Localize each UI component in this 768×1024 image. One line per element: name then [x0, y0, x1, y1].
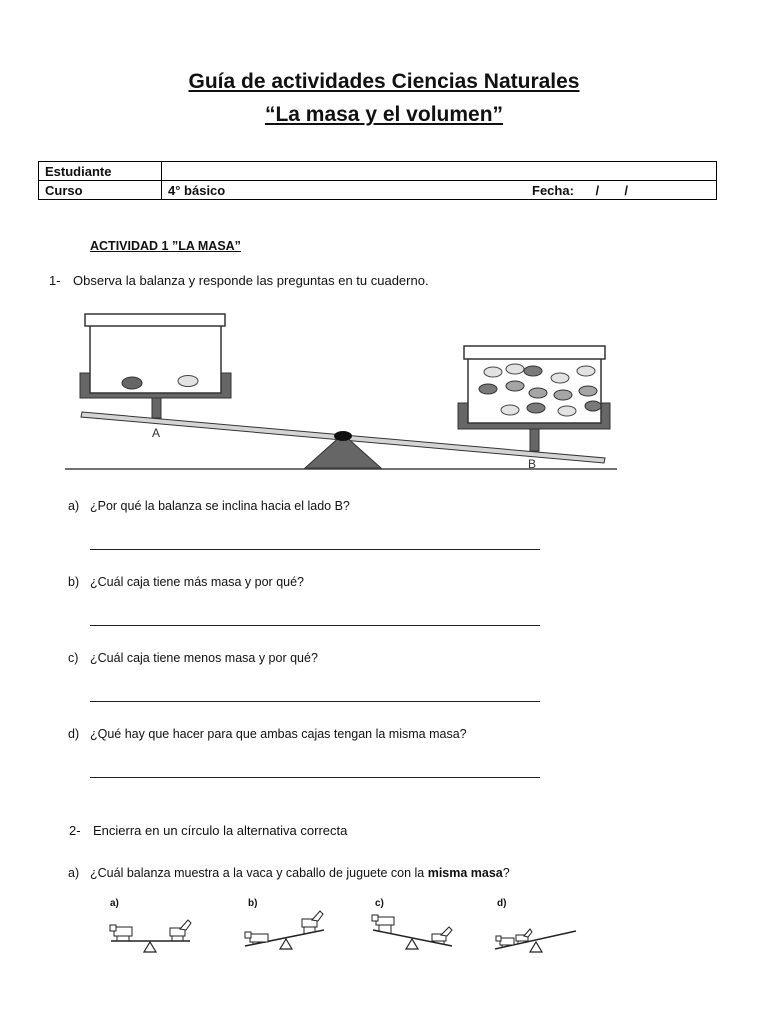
- date-label: Fecha:: [532, 183, 574, 198]
- balance-label-a: A: [152, 426, 161, 440]
- question-2a-text-bold: misma masa: [427, 866, 503, 880]
- date-separators: / /: [595, 183, 629, 198]
- option-b-label[interactable]: b): [248, 898, 258, 909]
- question-2a-text-before: ¿Cuál balanza muestra a la vaca y caballo de juguete con la: [90, 866, 428, 880]
- option-c-label[interactable]: c): [375, 898, 384, 909]
- sub-question-c-letter: c): [68, 651, 79, 665]
- student-row: [39, 162, 717, 181]
- student-label: Estudiante: [39, 162, 162, 181]
- question-2a-text: [90, 866, 510, 880]
- sub-question-b-text: ¿Cuál caja tiene más masa y por qué?: [90, 575, 304, 589]
- course-value: 4° básico: [162, 181, 717, 200]
- activity-1-heading: ACTIVIDAD 1 ”LA MASA”: [90, 239, 241, 253]
- option-d-label[interactable]: d): [497, 898, 507, 909]
- sub-question-b-letter: b): [68, 575, 80, 589]
- sub-question-a-letter: a): [68, 499, 80, 513]
- balance-label-b: B: [528, 457, 537, 471]
- title-line-2: “La masa y el volumen”: [264, 103, 504, 126]
- horse-icon: [170, 920, 191, 941]
- date-field: [532, 183, 628, 198]
- answer-line-c[interactable]: [90, 701, 540, 702]
- student-value-field[interactable]: [162, 162, 717, 181]
- answer-line-b[interactable]: [90, 625, 540, 626]
- question-2a-letter: a): [68, 866, 80, 880]
- question-2a-text-after: ?: [502, 866, 510, 880]
- question-2: [69, 823, 347, 838]
- question-1: [49, 273, 429, 288]
- option-d-balance[interactable]: [492, 915, 582, 957]
- question-2-text: Encierra en un círculo la alternativa correcta: [93, 823, 348, 838]
- answer-line-a[interactable]: [90, 549, 540, 550]
- question-1-text: Observa la balanza y responde las preguntas en tu cuaderno.: [73, 273, 429, 288]
- sub-question-a-text: ¿Por qué la balanza se inclina hacia el lado B?: [90, 499, 350, 513]
- title-line-1: Guía de actividades Ciencias Naturales: [188, 70, 580, 93]
- balance-illustration: [60, 308, 630, 478]
- option-a-balance[interactable]: [108, 915, 198, 957]
- question-1-number: 1-: [49, 273, 61, 288]
- option-b-balance[interactable]: [242, 910, 332, 954]
- sub-question-d-letter: d): [68, 727, 80, 741]
- sub-question-c-text: ¿Cuál caja tiene menos masa y por qué?: [90, 651, 318, 665]
- option-c-balance[interactable]: [370, 910, 460, 954]
- option-a-label[interactable]: a): [110, 898, 119, 909]
- question-2-number: 2-: [69, 823, 81, 838]
- course-label: Curso: [39, 181, 162, 200]
- cow-icon: [110, 925, 132, 941]
- sub-question-d-text: ¿Qué hay que hacer para que ambas cajas tengan la misma masa?: [90, 727, 467, 741]
- answer-line-d[interactable]: [90, 777, 540, 778]
